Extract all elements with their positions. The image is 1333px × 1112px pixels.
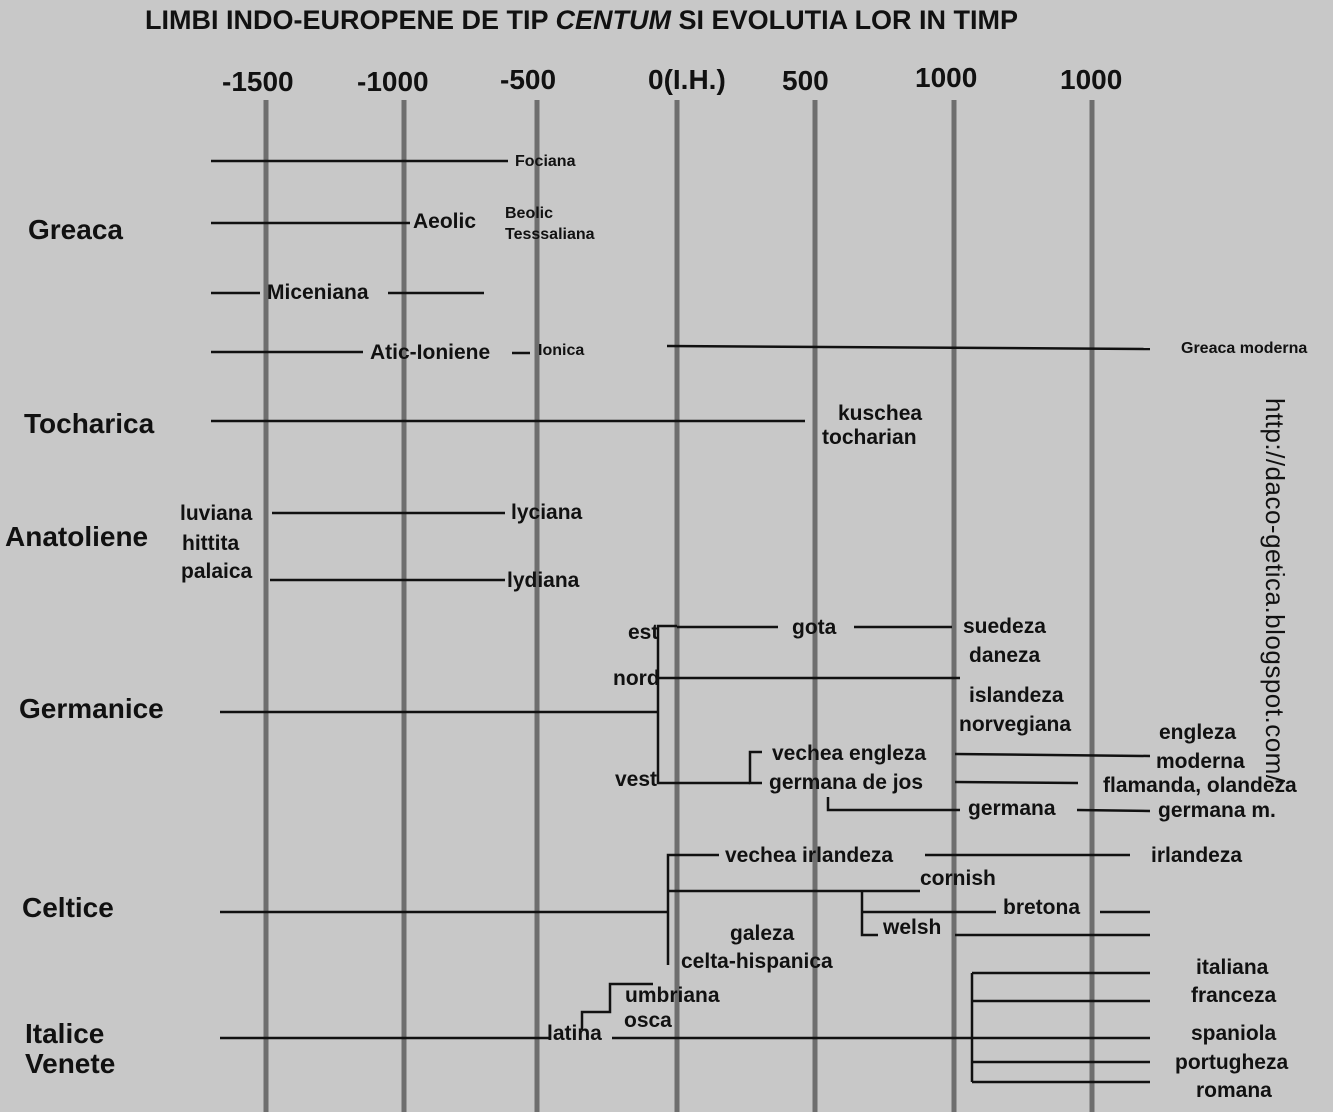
lang-irlandeza: irlandeza	[1151, 844, 1243, 867]
lang-luviana: luviana	[180, 502, 253, 525]
lang-umbriana: umbriana	[625, 984, 720, 1007]
lang-beolic: Beolic	[505, 205, 554, 222]
lang-lyciana: lyciana	[511, 501, 583, 524]
line-greaca-moderna	[667, 346, 1150, 349]
line-germana-m	[1077, 810, 1150, 811]
lang-norvegiana: norvegiana	[959, 713, 1072, 736]
lang-gota: gota	[792, 616, 837, 639]
lang-vechea-engleza: vechea engleza	[772, 742, 927, 765]
bracket-vest	[750, 752, 762, 783]
lang-est: est	[628, 621, 659, 644]
lang-moderna: moderna	[1156, 750, 1245, 773]
lang-vest: vest	[615, 768, 658, 791]
lang-hittita: hittita	[182, 532, 240, 555]
group-label-celtice: Celtice	[22, 892, 114, 923]
group-label-greaca: Greaca	[28, 214, 123, 245]
lang-bretona: bretona	[1003, 896, 1081, 919]
source-url: http://daco-getica.blogspot.com/	[1260, 398, 1290, 783]
lang-welsh: welsh	[883, 916, 942, 939]
lang-palaica: palaica	[181, 560, 253, 583]
lang-nord: nord	[613, 667, 660, 690]
title-italic: CENTUM	[555, 5, 672, 35]
lang-fociana: Fociana	[515, 153, 576, 170]
lang-galeza: galeza	[730, 922, 795, 945]
tick-label: -1000	[357, 66, 429, 97]
group-label-italice: Italice	[25, 1018, 105, 1049]
lang-lydiana: lydiana	[507, 569, 580, 592]
lang-islandeza: islandeza	[969, 684, 1064, 707]
lang-cornish: cornish	[920, 867, 996, 890]
lang-romana: romana	[1196, 1079, 1272, 1102]
lang-daneza: daneza	[969, 644, 1041, 667]
bracket-germanice	[658, 626, 677, 783]
lang-greaca-moderna: Greaca moderna	[1181, 340, 1308, 357]
group-label-germanice: Germanice	[19, 693, 164, 724]
group-label-venete: Venete	[25, 1048, 116, 1079]
lang-celta-hispanica: celta-hispanica	[681, 950, 833, 973]
lang-spaniola: spaniola	[1191, 1022, 1277, 1045]
line-engleza	[955, 754, 1150, 756]
tick-label: -1500	[222, 66, 294, 97]
group-label-tocharica: Tocharica	[24, 408, 155, 439]
lang-tesssaliana: Tesssaliana	[505, 226, 595, 243]
lang-engleza: engleza	[1159, 721, 1237, 744]
lang-latina: latina	[547, 1022, 602, 1045]
lang-italiana: italiana	[1196, 956, 1269, 979]
lang-flamanda-olandeza: flamanda, olandeza	[1103, 774, 1297, 797]
tick-label: -500	[500, 64, 557, 95]
lang-franceza: franceza	[1191, 984, 1277, 1007]
diagram-title	[145, 7, 1018, 34]
lang-suedeza: suedeza	[963, 615, 1046, 638]
lang-miceniana: Miceniana	[267, 281, 369, 304]
line-flamanda	[955, 782, 1078, 783]
lang-kuschea: kuschea	[838, 402, 923, 425]
tick-label: 1000	[915, 62, 978, 93]
lang-vechea-irlandeza: vechea irlandeza	[725, 844, 894, 867]
lang-germana-de-jos: germana de jos	[769, 771, 924, 794]
lang-germana: germana	[968, 797, 1056, 820]
line-germana	[828, 797, 960, 810]
time-gridlines	[266, 100, 1092, 1112]
lang-germana-m: germana m.	[1158, 799, 1276, 822]
tick-label: 1000	[1060, 64, 1123, 95]
tick-label: 500	[782, 65, 829, 96]
lang-atic-ioniene: Atic-Ioniene	[370, 341, 491, 364]
lang-tocharian: tocharian	[822, 426, 917, 449]
lang-osca: osca	[624, 1009, 672, 1032]
title-part2: SI EVOLUTIA LOR IN TIMP	[671, 5, 1019, 35]
group-label-anatoliene: Anatoliene	[5, 521, 149, 552]
lang-portugheza: portugheza	[1175, 1051, 1289, 1074]
title-part1: LIMBI INDO-EUROPENE DE TIP	[145, 5, 556, 35]
lang-aeolic: Aeolic	[413, 210, 477, 233]
tick-label: 0(I.H.)	[648, 64, 726, 95]
lang-ionica: Ionica	[538, 342, 585, 359]
